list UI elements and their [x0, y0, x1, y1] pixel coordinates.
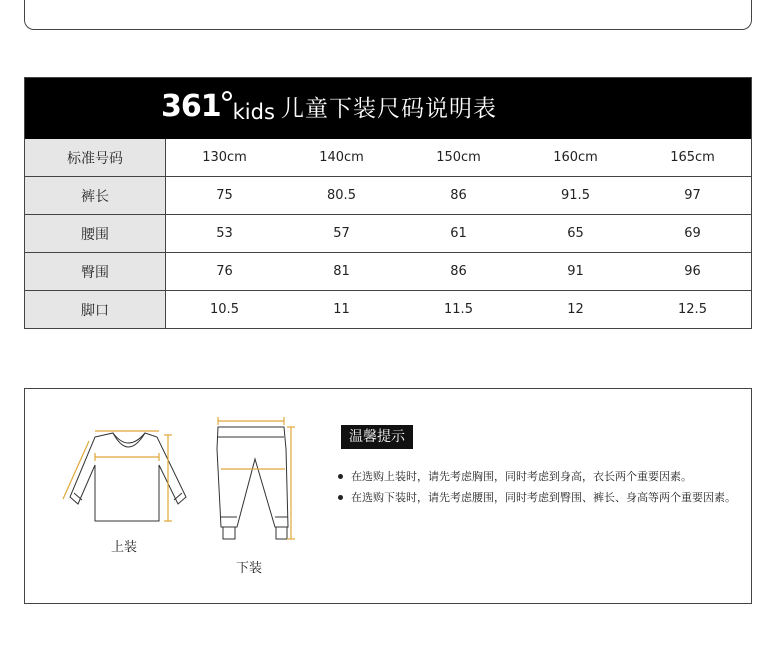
logo-kids: kids — [232, 100, 275, 124]
table-row — [25, 176, 751, 214]
table-cell: 57 — [333, 226, 350, 241]
table-cell: 96 — [684, 264, 701, 279]
table-title: 儿童下装尺码说明表 — [281, 96, 497, 122]
table-cell: 91 — [567, 264, 584, 279]
top-frame — [24, 0, 752, 30]
bottom-measure-lines — [218, 417, 295, 539]
top-measure-lines — [63, 431, 172, 521]
table-cell: 53 — [216, 226, 233, 241]
logo-number: 361 — [161, 89, 221, 124]
table-cell: 80.5 — [327, 188, 356, 203]
table-row — [25, 290, 751, 328]
table-cell: 97 — [684, 188, 701, 203]
top-garment-icon — [70, 433, 186, 521]
logo-degree-mark — [222, 91, 232, 101]
table-cell: 160cm — [553, 150, 598, 165]
garment-measure-illustration — [25, 389, 325, 603]
table-cell: 10.5 — [210, 302, 239, 317]
table-cell: 130cm — [202, 150, 247, 165]
table-cell: 86 — [450, 188, 467, 203]
row-label: 臀围 — [25, 253, 166, 290]
table-cell: 76 — [216, 264, 233, 279]
table-row — [25, 139, 751, 176]
tips-title: 温馨提示 — [341, 425, 413, 449]
tip-item: 在选购上装时，请先考虑胸围，同时考虑到身高，衣长两个重要因素。 — [337, 468, 737, 485]
table-cell: 11 — [333, 302, 350, 317]
table-cell: 150cm — [436, 150, 481, 165]
brand-logo — [161, 87, 275, 127]
tips-panel — [24, 388, 752, 604]
table-cell: 61 — [450, 226, 467, 241]
bottom-garment-icon — [217, 427, 288, 539]
top-garment-caption: 上装 — [111, 540, 138, 555]
table-cell: 12.5 — [678, 302, 707, 317]
table-header — [25, 78, 751, 139]
table-cell: 140cm — [319, 150, 364, 165]
table-cell: 65 — [567, 226, 584, 241]
table-cell: 12 — [567, 302, 584, 317]
bottom-garment-caption: 下装 — [236, 561, 263, 576]
table-cell: 91.5 — [561, 188, 590, 203]
table-cell: 81 — [333, 264, 350, 279]
table-row — [25, 252, 751, 290]
table-row — [25, 214, 751, 252]
table-cell: 86 — [450, 264, 467, 279]
tip-item: 在选购下装时，请先考虑腰围，同时考虑到臀围、裤长、身高等两个重要因素。 — [337, 489, 737, 506]
table-cell: 11.5 — [444, 302, 473, 317]
row-label: 脚口 — [25, 291, 166, 328]
table-cell: 75 — [216, 188, 233, 203]
table-body — [25, 139, 751, 328]
table-cell: 165cm — [670, 150, 715, 165]
table-cell: 69 — [684, 226, 701, 241]
row-label: 腰围 — [25, 215, 166, 252]
row-label: 标准号码 — [25, 139, 166, 176]
row-label: 裤长 — [25, 177, 166, 214]
size-chart-table — [24, 77, 752, 329]
tips-list — [337, 468, 737, 510]
